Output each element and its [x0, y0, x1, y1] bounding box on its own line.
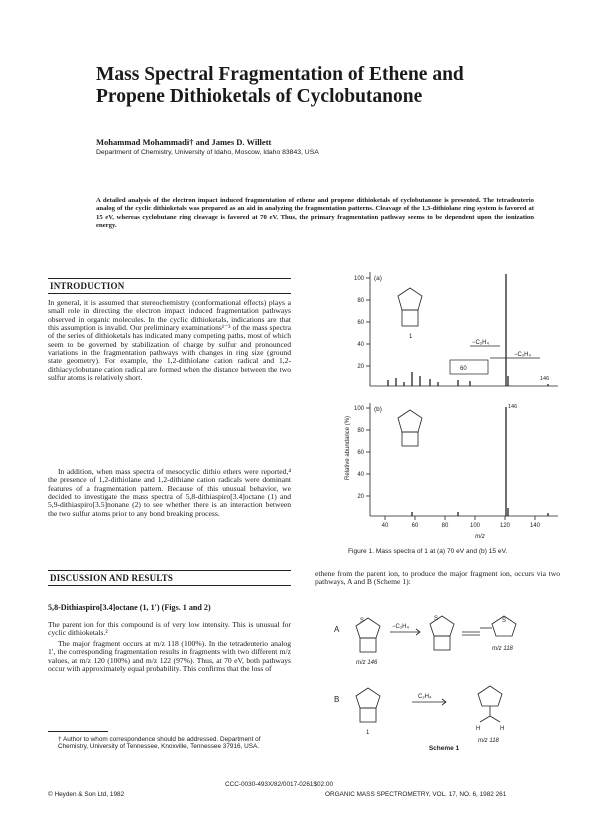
xtick-140: 140: [529, 523, 541, 529]
structure-1-panel-b: [398, 410, 422, 446]
discussion-rule-top: [48, 570, 291, 571]
discussion-heading: DISCUSSION AND RESULTS: [50, 573, 174, 583]
affiliation: Department of Chemistry, University of Idaho, Moscow, Idaho 83843, USA: [96, 149, 319, 156]
ytick-b-60: 60: [357, 450, 364, 456]
scheme-atom-s-2: S: [434, 616, 439, 622]
peak-label-b: 146: [508, 404, 518, 410]
box-label-a: 60: [460, 366, 467, 372]
scheme-mz146: m/z 146: [356, 660, 378, 666]
scheme-label-b: B: [334, 695, 340, 704]
scheme-arrow-label-a: −C₂H₄: [392, 624, 409, 630]
intro-rule-top: [48, 278, 291, 279]
loss-label-a2: −C₂H₄: [514, 352, 531, 358]
discussion-paragraph-2: The major fragment occurs at m/z 118 (100%). In the tetradeuterio analog 1′, the corresponding fragmentation results in fragments with two different m/z values, at m/z 120 (100%) and m/z 122 (97%). Thus, at 70 eV, both pathways occur with approximately equal probability. This confirms that the loss of: [48, 639, 291, 674]
x-axis-label: m/z: [475, 534, 485, 540]
scheme-atom-s-1: S: [360, 618, 365, 624]
footnote: † Author to whom correspondence should be addressed. Department of Chemistry, University of Tennessee, Knoxville, Tennessee 37916, USA.: [58, 736, 261, 751]
ytick-a-100: 100: [353, 276, 364, 282]
xtick-100: 100: [469, 523, 481, 529]
ytick-a-40: 40: [357, 342, 364, 348]
scheme-atom-s-3: S: [502, 618, 507, 624]
footer-copyright: © Heyden & Son Ltd, 1982: [48, 791, 125, 798]
intro-rule-bottom: [48, 293, 291, 294]
xtick-80: 80: [441, 523, 449, 529]
scheme-atom-h-2: H: [500, 726, 505, 732]
abstract: A detailed analysis of the electron impact induced fragmentation of ethene and propene dithioketals of cyclobutanone is presented. The tetradeuterio analog of the cyclic dithioketals was prepared as an aid in analyzing the fragmentation patterns. Cleavage of the 1,3-dithiolane ring system is favored at 15 eV, whereas cyclobutane ring cleavage is favored at 70 eV. Thus, the primary fragmentation pathway seems to be dependent upon the ionization energy.: [96, 197, 534, 229]
intro-paragraph-2: In addition, when mass spectra of mesocyclic dithio ethers were reported,⁴ the presence of 1,2-dithiolane and 1,2-dithiane cation radicals were dominant features of a fragmentation pattern. Because of this unusual behavior, we decided to investigate the mass spectra of 5,8-dithiaspiro[3.4]octane (1) and 5,9-dithiaspiro[3.5]nonane (2) to see whether there is an interaction between the two sulfur atoms prior to any bond breaking process.: [48, 467, 291, 518]
loss-label-a1: −C₂H₄: [472, 340, 489, 346]
scheme-label-a: A: [334, 625, 340, 634]
compound-label-a: 1: [409, 334, 413, 340]
panel-b-label: (b): [374, 406, 382, 413]
scheme-compound-1: 1: [366, 730, 370, 736]
authors: Mohammad Mohammadi† and James D. Willett: [96, 137, 272, 147]
footer-code: CCC-0030-493X/82/0017-0261$02.00: [225, 781, 334, 788]
y-axis-label: Relative abundance (%): [345, 415, 351, 481]
panel-a-label: (a): [374, 275, 382, 282]
scheme-mz118b: m/z 118: [478, 738, 499, 744]
xtick-60: 60: [411, 523, 419, 529]
scheme-1: [320, 602, 570, 752]
xtick-120: 120: [499, 523, 511, 529]
intro-heading: INTRODUCTION: [50, 281, 125, 291]
spectrum-a-peaks: [388, 274, 548, 386]
spectrum-b-peaks: [412, 407, 548, 516]
discussion-paragraph-1: The parent ion for this compound is of very low intensity. This is unusual for cyclic dithioketals.²: [48, 620, 291, 638]
ytick-a-20: 20: [357, 364, 364, 370]
paper-title: Mass Spectral Fragmentation of Ethene and Propene Dithioketals of Cyclobutanone: [96, 64, 464, 107]
right-column-paragraph: ethene from the parent ion, to produce the major fragment ion, occurs via two pathways, A and B (Scheme 1):: [315, 569, 560, 587]
scheme-atom-h-1: H: [476, 726, 481, 732]
ytick-a-80: 80: [357, 298, 364, 304]
ytick-b-80: 80: [357, 428, 364, 434]
ytick-b-40: 40: [357, 472, 364, 478]
scheme-arrow-label-b: C₂H₄: [418, 694, 432, 700]
figure-1-caption: Figure 1. Mass spectra of 1 at (a) 70 eV and (b) 15 eV.: [348, 548, 508, 555]
scheme-mz118: m/z 118: [492, 646, 513, 652]
intro-paragraph-1: In general, it is assumed that stereochemistry (conformational effects) plays a small role in directing the electron impact induced fragmentation pathways observed in organic molecules. In the cyclic dithioketals, indications are that this assumption is invalid. Our preliminary examinations¹⁻³ of the mass spectra of the series of dithioketals has indicated many competing paths, most of which seem to be governed by stabilization of charge by sulfur and pronounced variations in the fragmentation pathways with changes in ring size (ground state geometry). For example, the 1,2-dithiolane cation radical and 1,2-dithiacyclobutane cation radical are formed when the distance between the two sulfur atoms is relatively short.: [48, 298, 291, 383]
ytick-b-100: 100: [353, 406, 364, 412]
discussion-subheading: 5,8-Dithiaspiro[3.4]octane (1, 1′) (Figs. 1 and 2): [48, 603, 211, 612]
figure-1-mass-spectra: [340, 268, 562, 548]
structure-1-panel-a: [398, 288, 422, 326]
footnote-rule: [48, 731, 108, 732]
scheme-title: Scheme 1: [428, 745, 460, 752]
ytick-b-20: 20: [357, 494, 364, 500]
discussion-rule-bottom: [48, 585, 291, 586]
peak-label-a: 146: [540, 376, 550, 382]
ytick-a-60: 60: [357, 320, 364, 326]
footer-journal: ORGANIC MASS SPECTROMETRY, VOL. 17, NO. 6, 1982 261: [325, 791, 507, 798]
xtick-40: 40: [381, 523, 389, 529]
